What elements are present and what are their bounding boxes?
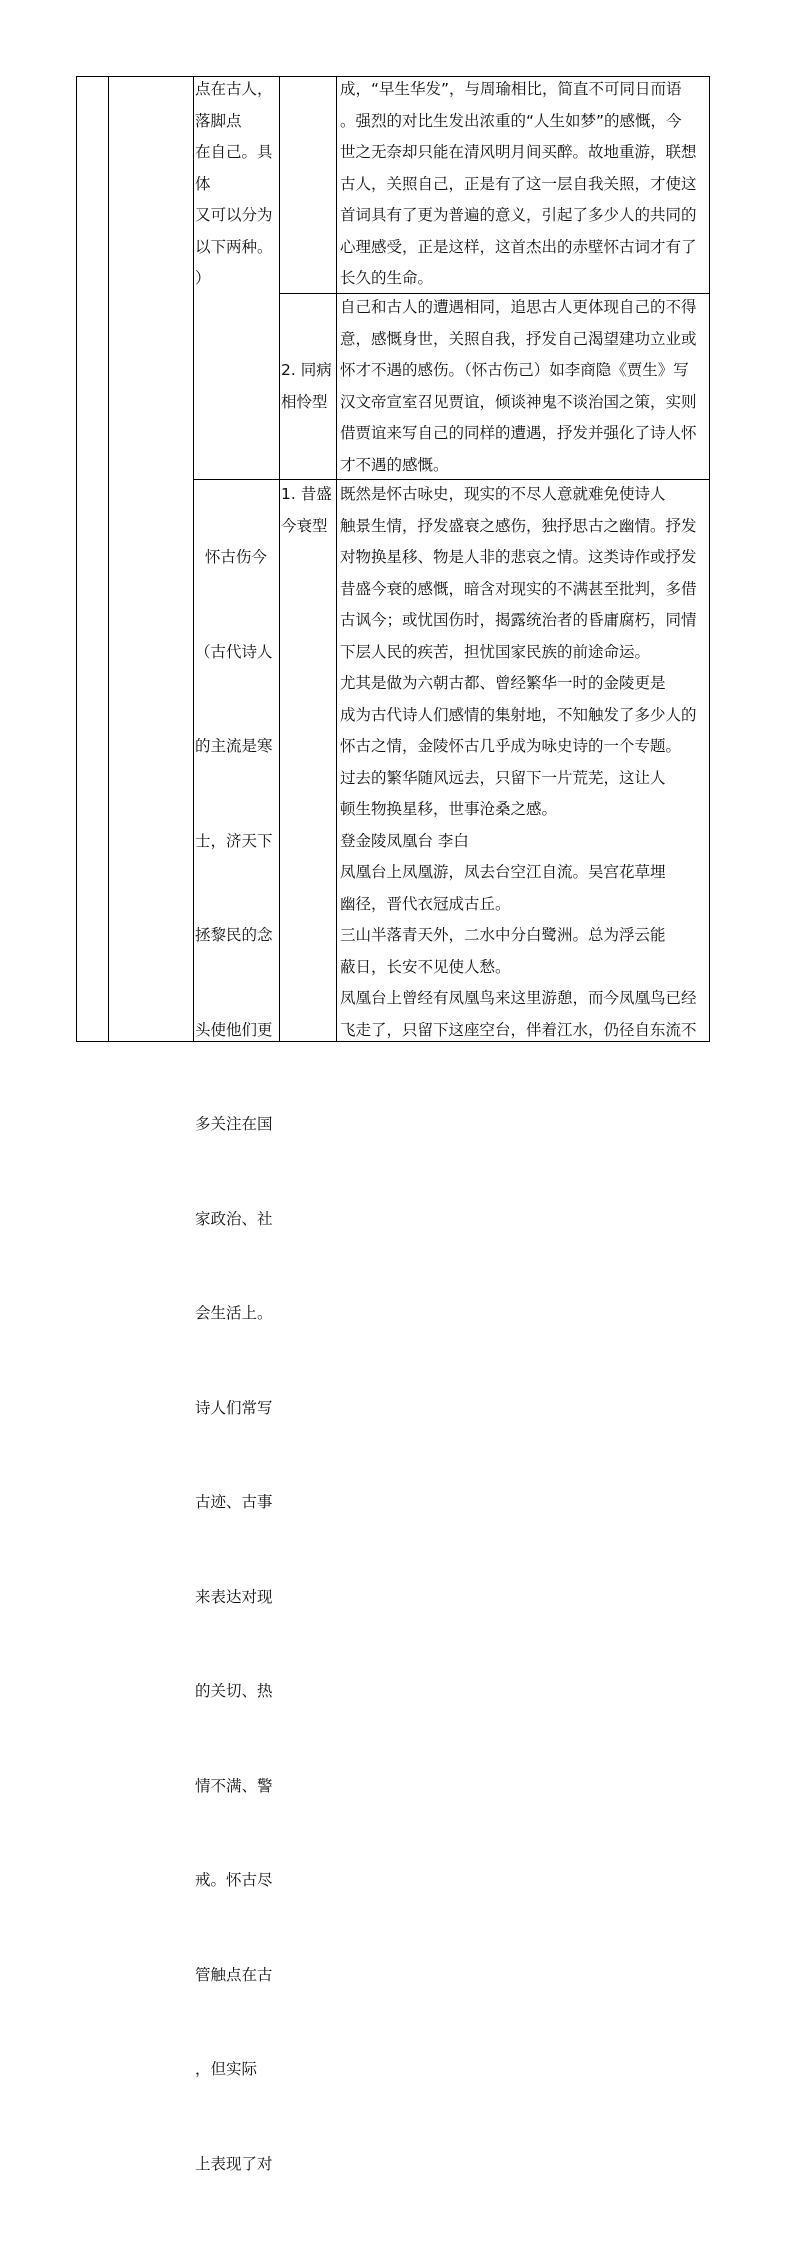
text-line: 家政治、社 bbox=[195, 1209, 273, 1228]
column-divider-3 bbox=[279, 76, 280, 1042]
text-line: 才不遇的感慨。 bbox=[340, 455, 449, 474]
text-line: 昔盛今衰的感慨，暗含对现实的不满甚至批判，多借 bbox=[340, 579, 697, 598]
text-line: 头使他们更 bbox=[195, 1020, 273, 1039]
text-line: 上表现了对 bbox=[195, 2154, 273, 2173]
text-line: 凤凰台上凤凰游，凤去台空江自流。吴宫花草埋 bbox=[340, 863, 666, 881]
column-divider-1 bbox=[108, 76, 109, 1042]
text-line: ） bbox=[195, 269, 211, 287]
text-line: 触景生情，抒发盛衰之感伤，独抒思古之幽情。抒发 bbox=[340, 516, 697, 535]
text-line: 成为古代诗人们感情的集射地，不知触发了多少人的 bbox=[340, 705, 697, 724]
text-line: 顿生物换星移，世事沧桑之感。 bbox=[340, 800, 558, 818]
text-line: 士，济天下 bbox=[195, 831, 273, 850]
text-line: 古迹、古事 bbox=[195, 1493, 273, 1511]
text-line: 怀才不遇的感伤。（怀古伤己）如李商隐《贾生》写 bbox=[340, 361, 689, 379]
type-2-label bbox=[281, 355, 337, 418]
type-1-description bbox=[340, 479, 710, 1046]
text-line: 今衰型 bbox=[281, 516, 328, 535]
text-line: 登金陵凤凰台 李白 bbox=[340, 831, 469, 850]
text-line: 下层人民的疾苦，担忧国家民族的前途命运。 bbox=[340, 642, 651, 661]
text-line: 对物换星移、物是人非的悲哀之情。这类诗作或抒发 bbox=[340, 548, 697, 566]
text-line: 长久的生命。 bbox=[340, 269, 434, 287]
text-line: 古讽今；或忧国伤时，揭露统治者的昏庸腐朽，同情 bbox=[340, 611, 697, 629]
text-line: 1. 昔盛 bbox=[281, 485, 332, 503]
text-line: 过去的繁华随风远去，只留下一片荒芜，这让人 bbox=[340, 768, 666, 787]
text-line: 诗人们常写 bbox=[195, 1398, 273, 1417]
section-intro-text bbox=[195, 74, 279, 295]
section-title-huaigu-shangjin bbox=[195, 479, 279, 2243]
text-line: 会生活上。 bbox=[195, 1304, 273, 1322]
column-divider-4 bbox=[336, 76, 337, 1042]
text-line: 拯黎民的念 bbox=[195, 926, 273, 944]
text-line: 相怜型 bbox=[281, 392, 328, 411]
text-line: 幽径，晋代衣冠成古丘。 bbox=[340, 894, 511, 913]
text-line: 尤其是做为六朝古都、曾经繁华一时的金陵更是 bbox=[340, 674, 666, 692]
text-line: 汉文帝宣室召见贾谊，倾谈神鬼不谈治国之策，实则 bbox=[340, 392, 697, 411]
text-line: 意，感慨身世，关照自我，抒发自己渴望建功立业或 bbox=[340, 329, 697, 348]
text-line: 以下两种。 bbox=[195, 237, 273, 256]
text-line: 飞走了，只留下这座空台，伴着江水，仍径自东流不 bbox=[340, 1020, 697, 1039]
column-divider-2 bbox=[193, 76, 194, 1042]
text-line: 的关切、热 bbox=[195, 1682, 273, 1700]
type-1-label bbox=[281, 479, 337, 542]
text-line: 怀古之情，金陵怀古几乎成为咏史诗的一个专题。 bbox=[340, 737, 682, 755]
text-line: 怀古伤今 bbox=[195, 548, 267, 566]
text-line: 心理感受，正是这样，这首杰出的赤壁怀古词才有了 bbox=[340, 237, 697, 256]
text-line: 情不满、警 bbox=[195, 1776, 273, 1795]
text-line: （古代诗人 bbox=[195, 642, 273, 661]
text-line: ，但实际 bbox=[195, 2060, 258, 2078]
text-line: 。强烈的对比生发出浓重的“人生如梦”的感慨，今 bbox=[340, 111, 682, 130]
text-line: 戒。怀古尽 bbox=[195, 1871, 273, 1889]
text-line: 世之无奈却只能在清风明月间买醉。故地重游，联想 bbox=[340, 143, 697, 161]
table-border-left bbox=[76, 76, 77, 1042]
text-line: 三山半落青天外，二水中分白鹭洲。总为浮云能 bbox=[340, 926, 666, 944]
text-line: 既然是怀古咏史，现实的不尽人意就难免使诗人 bbox=[340, 485, 666, 503]
text-line: 又可以分为 bbox=[195, 206, 273, 224]
text-line: 自己和古人的遭遇相同，追思古人更体现自己的不得 bbox=[340, 298, 697, 316]
text-line: 体 bbox=[195, 174, 211, 193]
text-line: 的主流是寒 bbox=[195, 737, 273, 755]
text-line: 管触点在古 bbox=[195, 1965, 273, 1984]
text-line: 蔽日，长安不见使人愁。 bbox=[340, 957, 511, 976]
text-line: 落脚点 bbox=[195, 111, 242, 130]
text-line: 来表达对现 bbox=[195, 1587, 273, 1606]
text-line: 古人，关照自己，正是有了这一层自我关照，才使这 bbox=[340, 174, 697, 193]
text-line: 2. 同病 bbox=[281, 361, 332, 379]
type-2-description bbox=[340, 292, 710, 481]
text-line: 凤凰台上曾经有凤凰鸟来这里游憩，而今凤凰鸟已经 bbox=[340, 989, 697, 1007]
text-line: 点在古人， bbox=[195, 80, 273, 98]
text-line: 成，“早生华发”，与周瑜相比，简直不可同日而语 bbox=[340, 80, 682, 98]
text-line: 借贾谊来写自己的同样的遭遇，抒发并强化了诗人怀 bbox=[340, 424, 697, 442]
continued-paragraph bbox=[340, 74, 710, 295]
text-line: 首词具有了更为普遍的意义，引起了多少人的共同的 bbox=[340, 206, 697, 224]
text-line: 在自己。具 bbox=[195, 143, 273, 161]
text-line: 多关注在国 bbox=[195, 1115, 273, 1133]
